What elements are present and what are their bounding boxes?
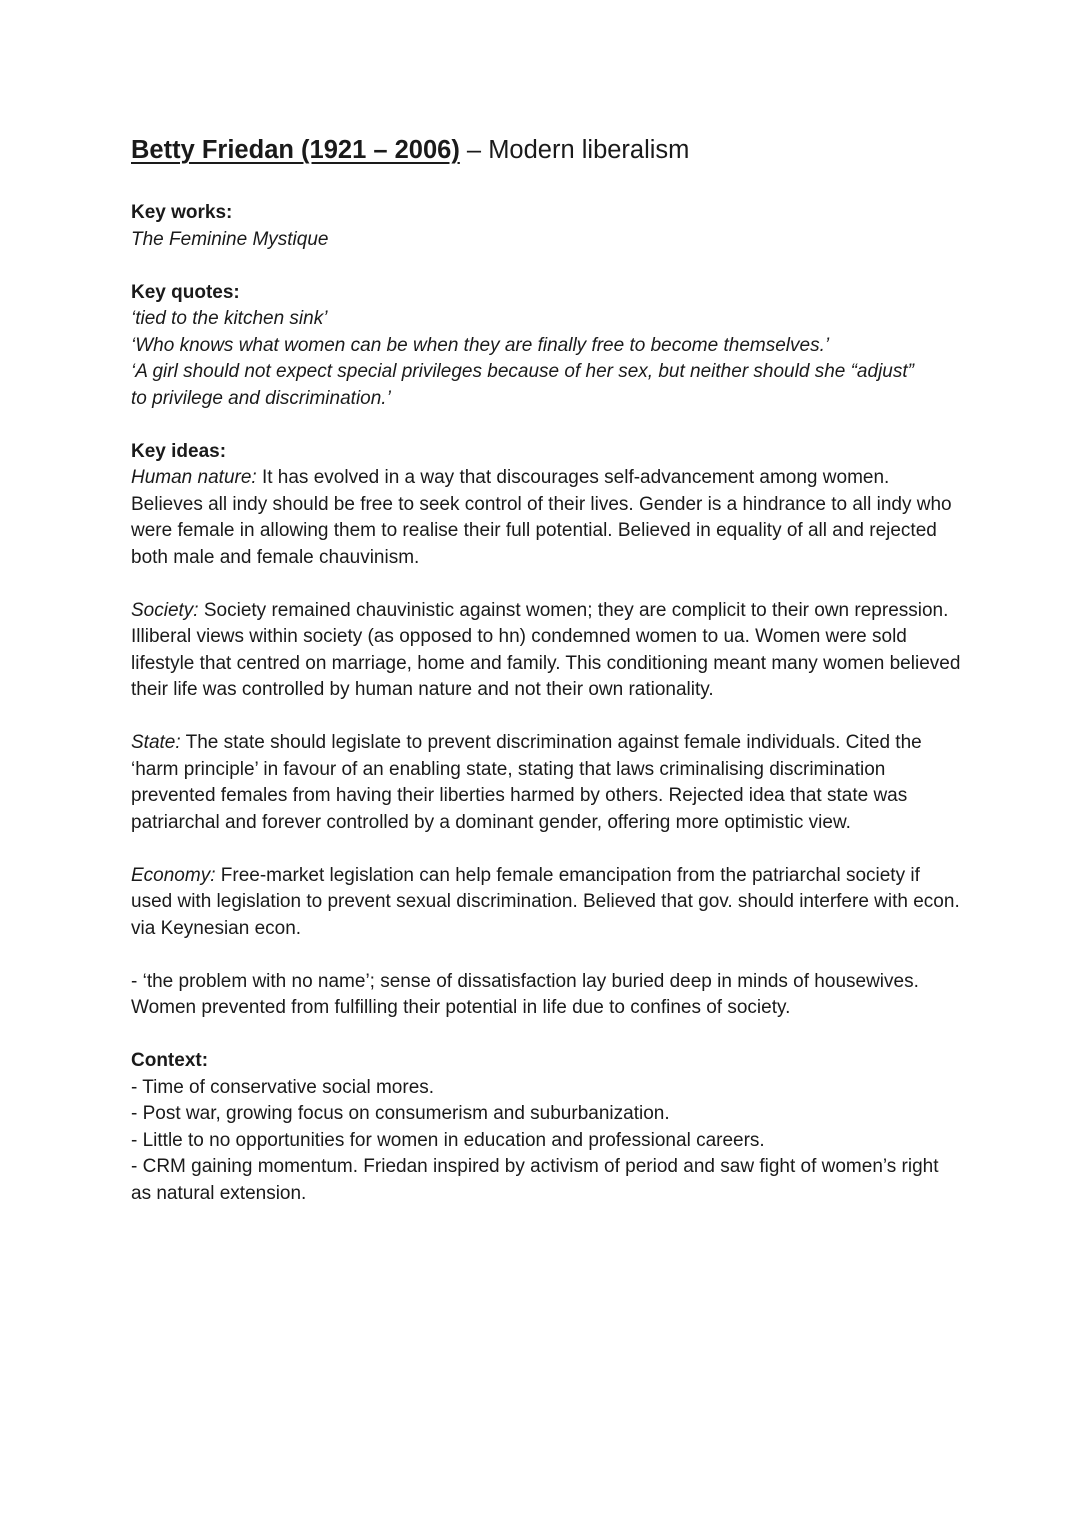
title-separator: – [459,136,489,164]
idea-society [131,598,961,704]
key-works-section [131,200,961,253]
context-item: - Post war, growing focus on consumerism and suburbanization. [131,1103,670,1124]
key-work-item: The Feminine Mystique [131,228,329,250]
context-item: - Little to no opportunities for women in education and professional careers. [131,1129,765,1151]
idea-state [131,730,961,836]
key-quotes-heading: Key quotes: [131,281,240,303]
idea-human-nature [131,465,961,571]
quote-line: ‘Who knows what women can be when they are finally free to become themselves.’ [131,334,830,356]
quote-line: ‘A girl should not expect special privileges because of her sex, but neither should she “adjust” [131,361,914,382]
key-ideas-heading: Key ideas: [131,440,227,462]
idea-text: It has evolved in a way that discourages self-advancement among women. Believes all indy should be free to seek control of their lives. Gender is a hindrance to all indy who were female in allowing them to realise their full potential. Believed in equality of all and rejected both male and female chauvinism. [131,467,952,568]
idea-label: Human nature: [131,467,257,488]
idea-problem-no-name: - ‘the problem with no name’; sense of dissatisfaction lay buried deep in minds of housewives. Women prevented from fulfilling their potential in life due to confines of society. [131,970,919,1018]
key-quotes-section [131,280,961,413]
context-item: - Time of conservative social mores. [131,1076,435,1098]
idea-text: Society remained chauvinistic against women; they are complicit to their own repression. Illiberal views within society (as opposed to hn) condemned women to ua. Women were sold lifestyle that centred on marriage, home and family. This conditioning meant many women believed their life was controlled by human nature and not their own rationality. [131,599,961,700]
key-ideas-section [131,439,961,1022]
idea-label: Economy: [131,864,216,886]
context-item: - CRM gaining momentum. Friedan inspired by activism of period and saw fight of women’s right as natural extension. [131,1156,939,1204]
context-heading: Context: [131,1050,209,1071]
idea-label: Society: [131,599,199,621]
quote-line: to privilege and discrimination.’ [131,387,391,409]
title-subtitle: Modern liberalism [488,136,690,164]
document-page [131,132,961,1234]
key-works-heading: Key works: [131,202,233,223]
page-title [131,132,961,168]
title-name: Betty Friedan (1921 – 2006) [131,136,460,164]
context-section [131,1048,961,1207]
quote-line: ‘tied to the kitchen sink’ [131,308,328,329]
idea-text: The state should legislate to prevent discrimination against female individuals. Cited the ‘harm principle’ in favour of an enabling state, stating that laws criminalising discrimination prevented females from having their liberties harmed by others. Rejected idea that state was patriarchal and forever controlled by a dominant gender, offering more optimistic view. [131,732,922,833]
idea-economy [131,863,961,943]
idea-label: State: [131,732,181,753]
idea-text: Free-market legislation can help female emancipation from the patriarchal society if used with legislation to prevent sexual discrimination. Believed that gov. should interfere with econ. via Keynesian econ. [131,864,960,939]
